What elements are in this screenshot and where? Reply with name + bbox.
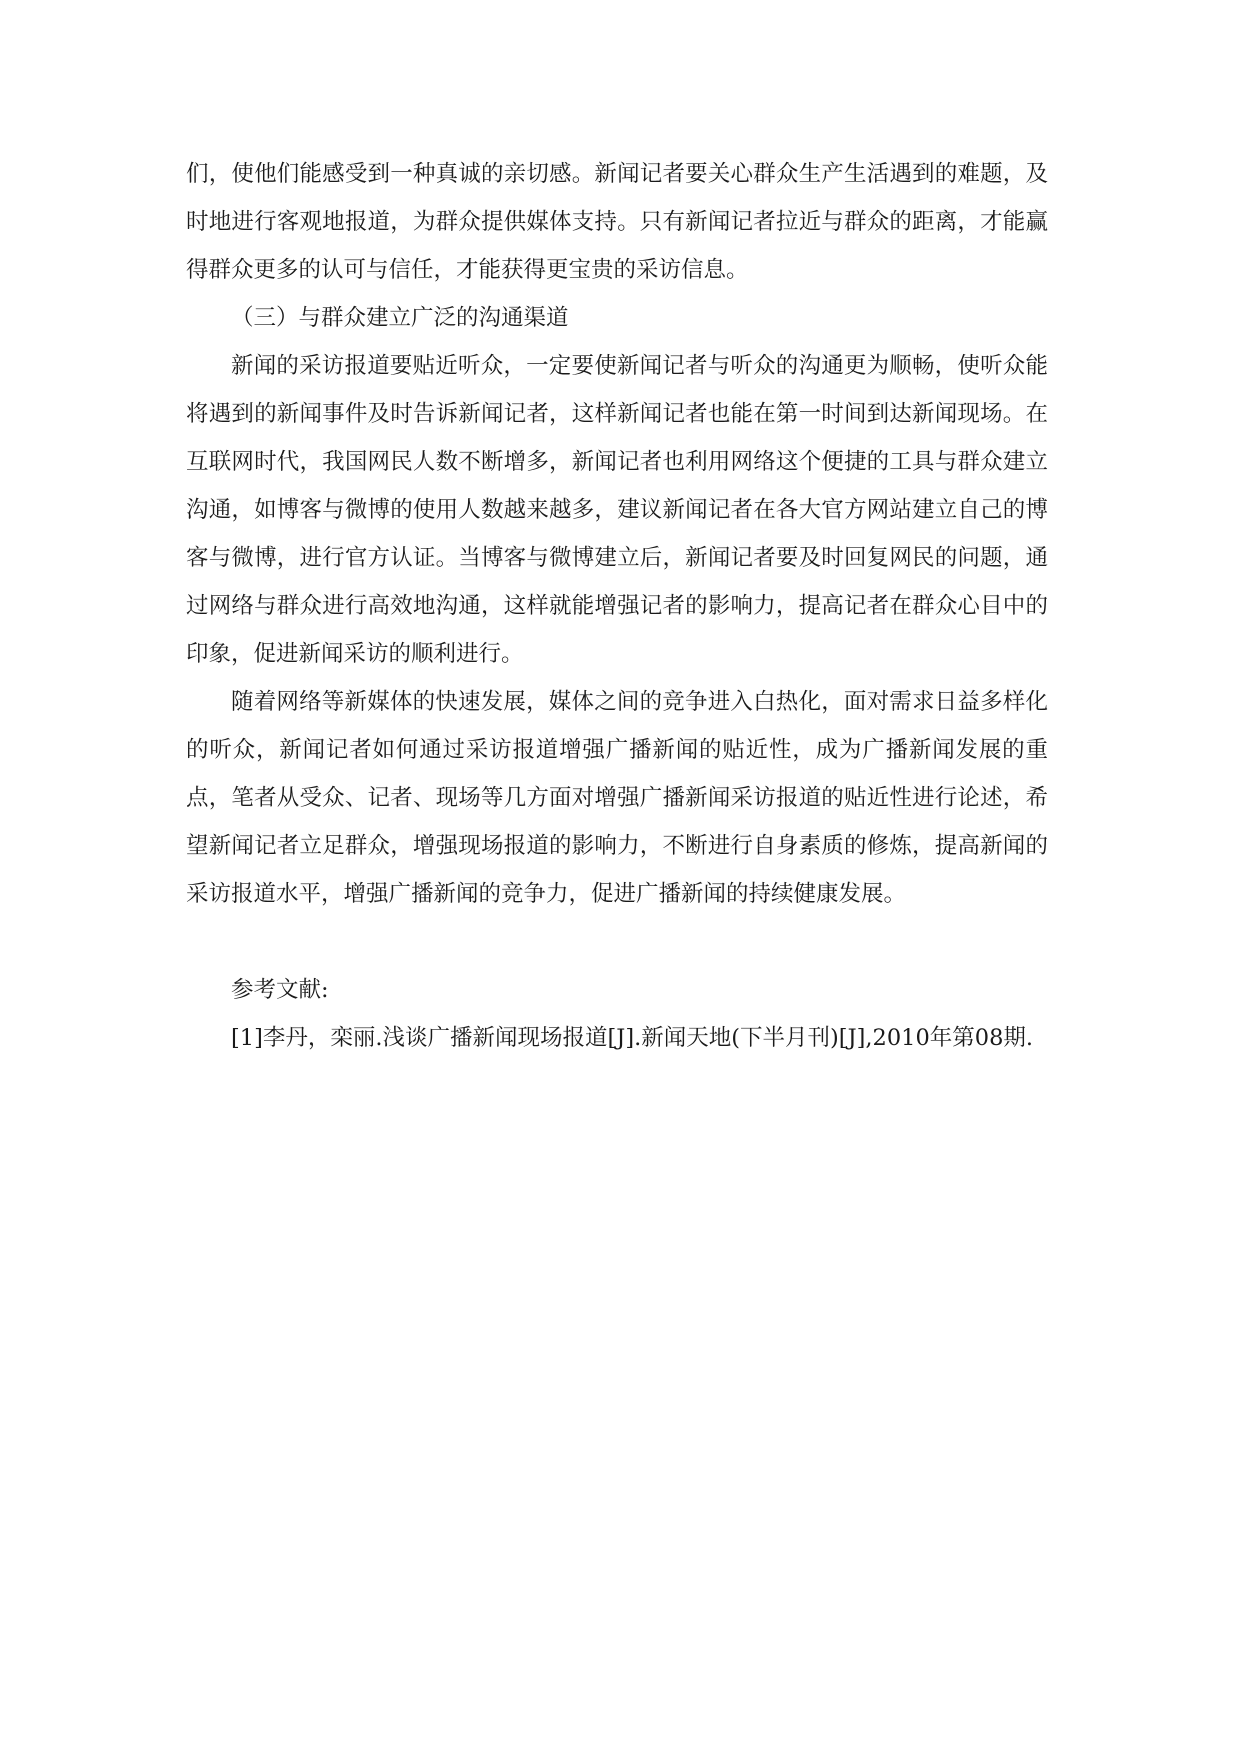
paragraph-continued: 们，使他们能感受到一种真诚的亲切感。新闻记者要关心群众生产生活遇到的难题，及时地进行客观地报道，为群众提供媒体支持。只有新闻记者拉近与群众的距离，才能赢得群众更多的认可与信任，才能获得更宝贵的采访信息。 [186,161,1048,283]
section-heading: （三）与群众建立广泛的沟通渠道 [231,305,569,331]
reference-item: [1]李丹，栾丽.浅谈广播新闻现场报道[J].新闻天地(下半月刊)[J],2010年第08期. [231,1025,1034,1051]
paragraph-communication-channels: 新闻的采访报道要贴近听众，一定要使新闻记者与听众的沟通更为顺畅，使听众能将遇到的新闻事件及时告诉新闻记者，这样新闻记者也能在第一时间到达新闻现场。在互联网时代，我国网民人数不断增多，新闻记者也利用网络这个便捷的工具与群众建立沟通，如博客与微博的使用人数越来越多，建议新闻记者在各大官方网站建立自己的博客与微博，进行官方认证。当博客与微博建立后，新闻记者要及时回复网民的问题，通过网络与群众进行高效地沟通，这样就能增强记者的影响力，提高记者在群众心目中的印象，促进新闻采访的顺利进行。 [186,353,1048,667]
references-heading: 参考文献: [231,977,329,1003]
paragraph-conclusion: 随着网络等新媒体的快速发展，媒体之间的竞争进入白热化，面对需求日益多样化的听众，新闻记者如何通过采访报道增强广播新闻的贴近性，成为广播新闻发展的重点，笔者从受众、记者、现场等几方面对增强广播新闻采访报道的贴近性进行论述，希望新闻记者立足群众，增强现场报道的影响力，不断进行自身素质的修炼，提高新闻的采访报道水平，增强广播新闻的竞争力，促进广播新闻的持续健康发展。 [186,689,1048,907]
document-body [186,150,1048,1062]
spacer [186,918,1048,966]
